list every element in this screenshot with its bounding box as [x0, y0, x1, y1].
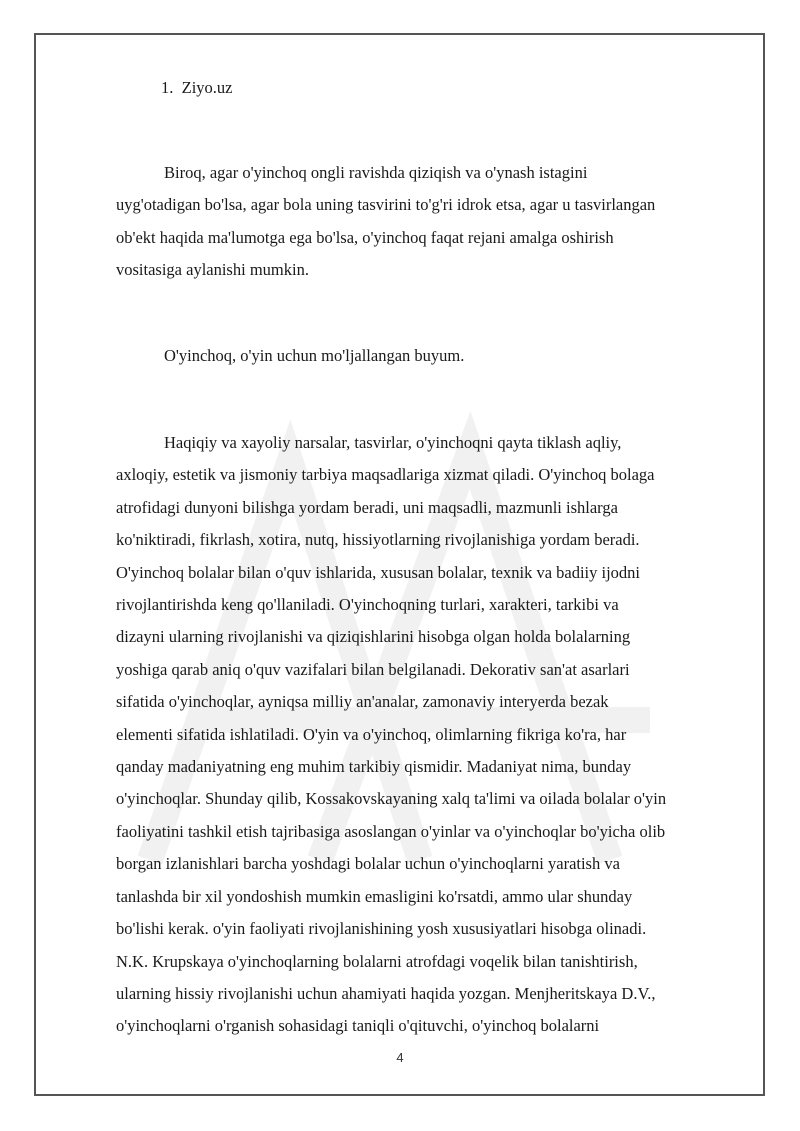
paragraph-line: uyg'otadigan bo'lsa, agar bola uning tasvirini to'g'ri idrok etsa, agar u tasvirlangan [116, 195, 656, 215]
paragraph-line: vositasiga aylanishi mumkin. [116, 260, 309, 280]
paragraph-line: tanlashda bir xil yondoshish mumkin emasligini ko'rsatdi, ammo ular shunday [116, 886, 633, 906]
paragraph-line: atrofidagi dunyoni bilishga yordam beradi, uni maqsadli, mazmunli ishlarga [116, 497, 618, 517]
paragraph-line: qanday madaniyatning eng muhim tarkibiy qismidir. Madaniyat nima, bunday [116, 757, 632, 777]
paragraph-line: rivojlantirishda keng qo'llaniladi. O'yinchoqning turlari, xarakteri, tarkibi va [116, 595, 619, 615]
paragraph-line: ularning hissiy rivojlanishi uchun ahamiyati haqida yozgan. Menjheritskaya D.V., [116, 983, 656, 1003]
list-item-text: Ziyo.uz [181, 78, 233, 97]
paragraph-line: elementi sifatida ishlatiladi. O'yin va o'yinchoq, olimlarning fikriga ko'ra, har [116, 724, 627, 744]
list-item-number: 1. [161, 78, 174, 97]
paragraph-line: ko'niktiradi, fikrlash, xotira, nutq, hissiyotlarning rivojlanishiga yordam beradi. [116, 530, 640, 550]
list-item [116, 72, 736, 104]
paragraph-line: sifatida o'yinchoqlar, ayniqsa milliy an'analar, zamonaviy interyerda bezak [116, 692, 609, 712]
paragraph-line: yoshiga qarab aniq o'quv vazifalari bilan belgilanadi. Dekorativ san'at asarlari [116, 659, 630, 679]
paragraph-line: o'yinchoqlarni o'rganish sohasidagi taniqli o'qituvchi, o'yinchoq bolalarni [116, 1016, 600, 1036]
paragraph-3 [116, 427, 736, 1043]
paragraph-line: ob'ekt haqida ma'lumotga ega bo'lsa, o'yinchoq faqat rejani amalga oshirish [116, 227, 614, 247]
paragraph-line: O'yinchoq bolalar bilan o'quv ishlarida, xususan bolalar, texnik va badiiy ijodni [116, 562, 641, 582]
paragraph-line: dizayni ularning rivojlanishi va qiziqishlarini hisobga olgan holda bolalarning [116, 627, 631, 647]
paragraph-line: o'yinchoqlar. Shunday qilib, Kossakovskayaning xalq ta'limi va oilada bolalar o'yin [116, 789, 667, 809]
paragraph-1 [116, 157, 736, 287]
paragraph-line: axloqiy, estetik va jismoniy tarbiya maqsadlariga xizmat qiladi. O'yinchoq bolaga [116, 465, 655, 485]
paragraph-2 [116, 340, 736, 372]
paragraph-line: faoliyatini tashkil etish tajribasiga asoslangan o'yinlar va o'yinchoqlar bo'yicha olib [116, 821, 666, 841]
paragraph-line: Biroq, agar o'yinchoq ongli ravishda qiziqish va o'ynash istagini [164, 163, 588, 182]
paragraph-line: Haqiqiy va xayoliy narsalar, tasvirlar, o'yinchoqni qayta tiklash aqliy, [164, 433, 622, 452]
paragraph-line: bo'lishi kerak. o'yin faoliyati rivojlanishining yosh xususiyatlari hisobga olinadi. [116, 919, 647, 939]
paragraph-line: O'yinchoq, o'yin uchun mo'ljallangan buyum. [164, 346, 465, 365]
page-number: 4 [396, 1050, 404, 1065]
paragraph-line: borgan izlanishlari barcha yoshdagi bolalar uchun o'yinchoqlarni yaratish va [116, 854, 620, 874]
paragraph-line: N.K. Krupskaya o'yinchoqlarning bolalarni atrofdagi voqelik bilan tanishtirish, [116, 951, 638, 971]
